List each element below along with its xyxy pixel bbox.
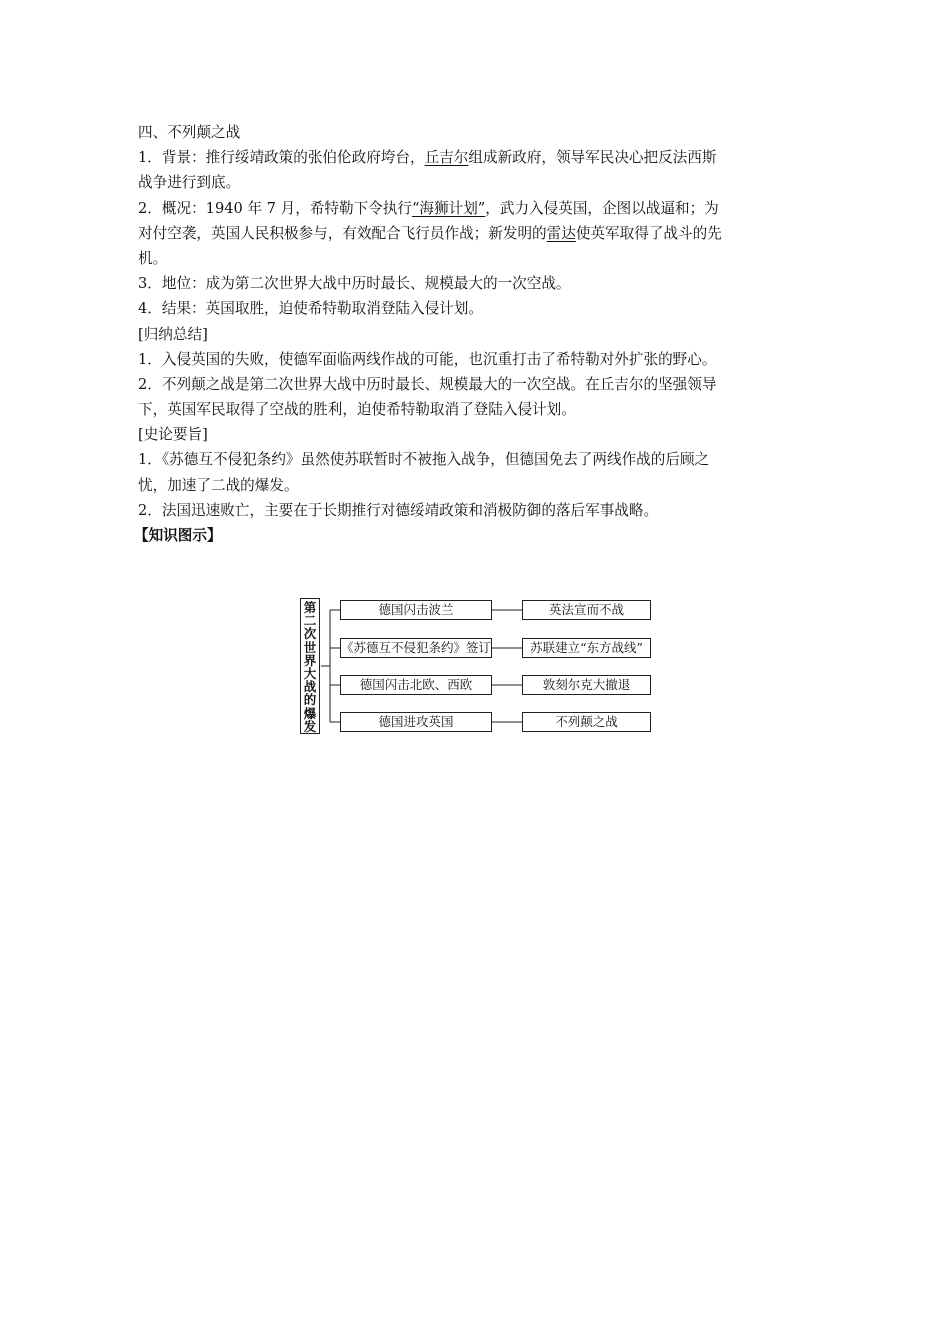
underlined-term: 雷达 bbox=[546, 224, 576, 242]
paragraph-background: 1．背景：推行绥靖政策的张伯伦政府垮台，丘吉尔组成新政府，领导军民决心把反法西斯 bbox=[138, 149, 717, 167]
historiography-line: 2．法国迅速败亡，主要在于长期推行对德绥靖政策和消极防御的落后军事战略。 bbox=[138, 501, 659, 519]
paragraph-overview-cont: 对付空袭，英国人民积极参与，有效配合飞行员作战；新发明的雷达使英军取得了战斗的先 bbox=[138, 224, 722, 242]
diagram-root-box: 第 二 次 世 界 大 战 的 爆 发 bbox=[300, 598, 320, 734]
diagram-heading: 【知识图示】 bbox=[134, 527, 222, 544]
diagram-left-box: 德国闪击波兰 bbox=[340, 600, 492, 620]
paragraph-overview-end: 机。 bbox=[138, 249, 168, 267]
diagram-left-box: 德国闪击北欧、西欧 bbox=[340, 675, 492, 695]
paragraph-status: 3．地位：成为第二次世界大战中历时最长、规模最大的一次空战。 bbox=[138, 275, 571, 293]
underlined-term: “海狮计划” bbox=[411, 199, 486, 217]
historiography-line: 1．《苏德互不侵犯条约》虽然使苏联暂时不被拖入战争，但德国免去了两线作战的后顾之 bbox=[138, 451, 710, 469]
summary-line: 下，英国军民取得了空战的胜利，迫使希特勒取消了登陆入侵计划。 bbox=[138, 401, 576, 419]
paragraph-result: 4．结果：英国取胜，迫使希特勒取消登陆入侵计划。 bbox=[138, 300, 483, 318]
knowledge-diagram bbox=[300, 598, 652, 738]
diagram-right-box: 苏联建立“东方战线” bbox=[522, 638, 651, 658]
paragraph-background-cont: 战争进行到底。 bbox=[138, 174, 241, 192]
diagram-root-char: 发 bbox=[303, 718, 317, 734]
summary-line: 1．入侵英国的失败，使德军面临两线作战的可能，也沉重打击了希特勒对外扩张的野心。 bbox=[138, 350, 717, 368]
historiography-heading: [史论要旨] bbox=[138, 426, 208, 444]
diagram-left-box: 德国进攻英国 bbox=[340, 712, 492, 732]
section-heading: 四、不列颠之战 bbox=[138, 124, 241, 141]
paragraph-overview: 2．概况：1940 年 7 月，希特勒下令执行“海狮计划”，武力入侵英国，企图以战逼和；为 bbox=[138, 199, 719, 217]
historiography-line: 忧，加速了二战的爆发。 bbox=[138, 476, 299, 494]
summary-heading: [归纳总结] bbox=[138, 325, 208, 343]
diagram-right-box: 不列颠之战 bbox=[522, 712, 651, 732]
underlined-term: 丘吉尔 bbox=[424, 149, 469, 167]
document-body bbox=[134, 120, 818, 548]
summary-line: 2．不列颠之战是第二次世界大战中历时最长、规模最大的一次空战。在丘吉尔的坚强领导 bbox=[138, 375, 717, 393]
diagram-right-box: 英法宣而不战 bbox=[522, 600, 651, 620]
diagram-right-box: 敦刻尔克大撤退 bbox=[522, 675, 651, 695]
diagram-left-box: 《苏德互不侵犯条约》签订 bbox=[340, 638, 492, 658]
